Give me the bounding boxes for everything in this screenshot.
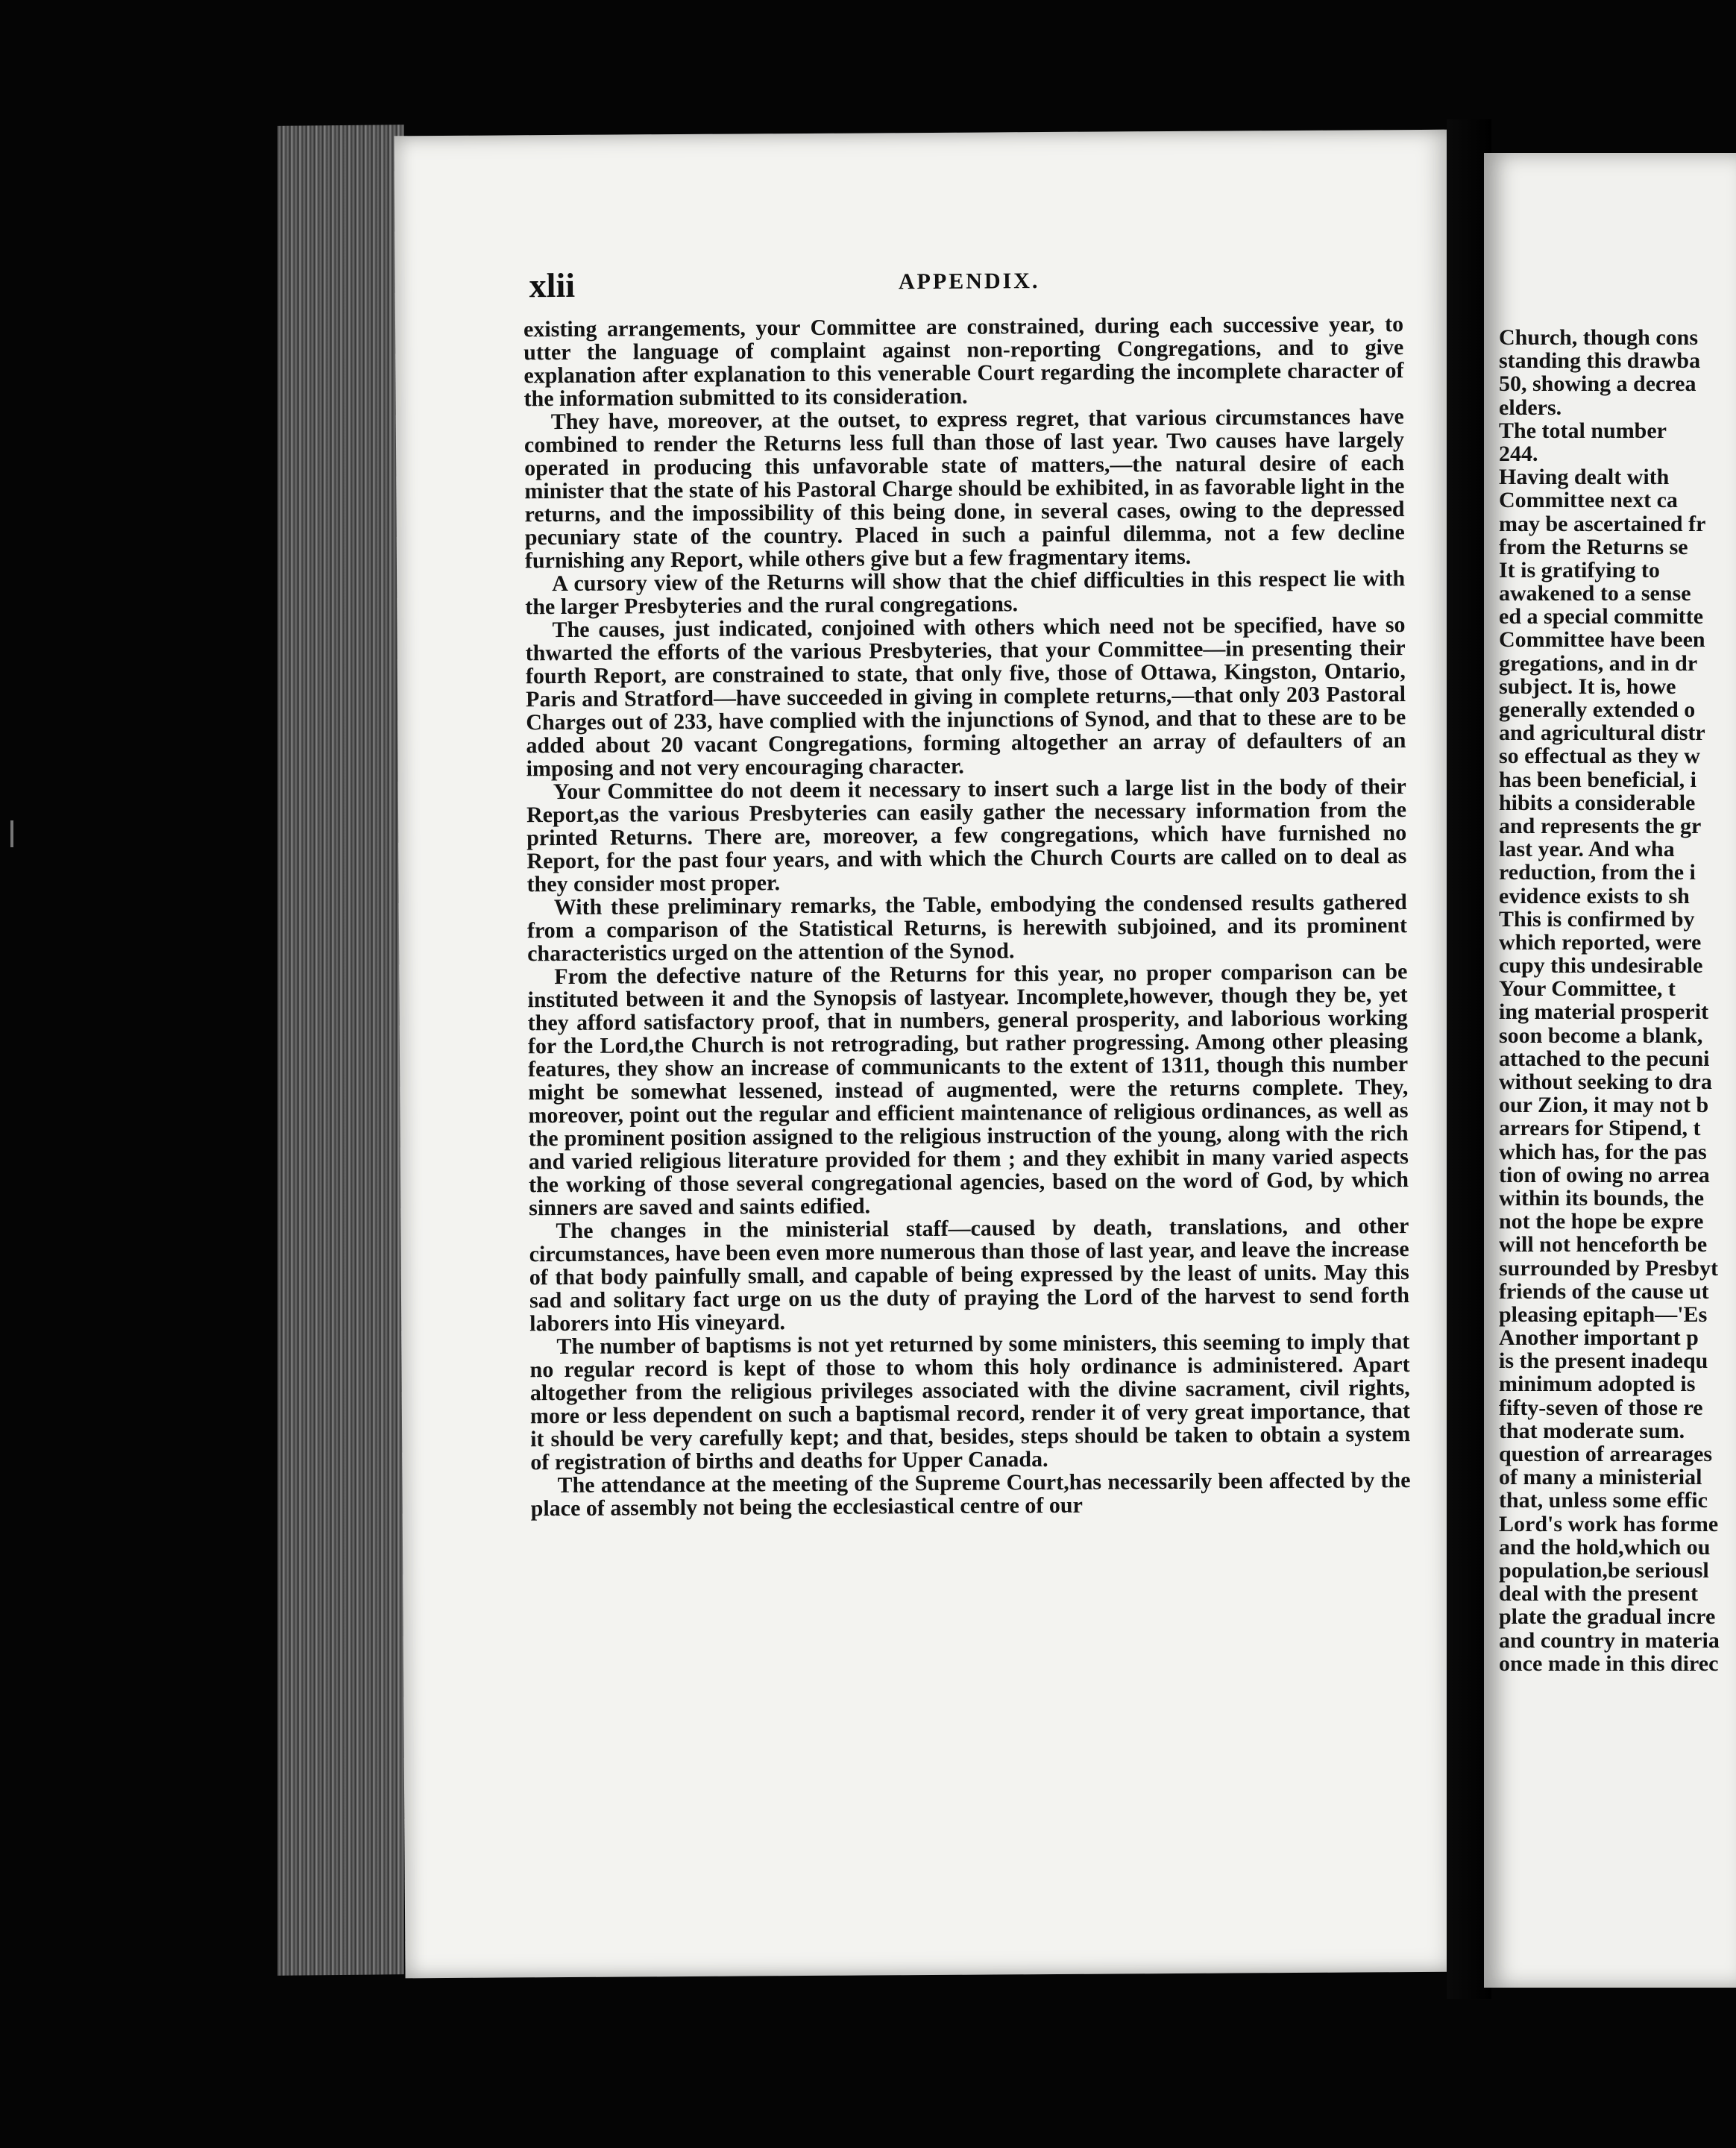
right-page-line: surrounded by Presbyt <box>1499 1255 1718 1281</box>
right-page-line: standing this drawba <box>1499 348 1701 374</box>
page-number: xlii <box>529 266 576 305</box>
right-page-line: without seeking to dra <box>1499 1070 1712 1094</box>
right-page-line: Committee next ca <box>1499 488 1678 513</box>
paragraph: The causes, just indicated, conjoined with others which need not be specified, have so thwarted the efforts of the various Presbyteries, that your Committee—in presenting their fourth Report, are constrained to state, that only five, those of Ottawa, Kingston, Ontario, Paris and Stratford—have succeeded in giving in complete returns,—that only 203 Pastoral Charges out of 233, have complied with the injunctions of Synod, and that to these are to be added about 20 vacant Congregations, forming altogether an array of defaulters of an imposing and not very encouraging character. <box>525 612 1406 782</box>
right-page-line: question of arrearages <box>1499 1442 1713 1466</box>
right-page-line: is the present inadequ <box>1499 1348 1708 1374</box>
right-page-line: has been beneficial, i <box>1499 767 1697 792</box>
right-page-line: The total number <box>1499 418 1667 443</box>
right-page-line: elders. <box>1499 395 1562 420</box>
paragraph: Your Committee do not deem it necessary to insert such a large list in the body of their Report,as the various Presbyteries can easily gather the necessary information from the printed Returns. There are, moreover, a few congregations, which have furnished no Report, for the past four years, and with which the Church Courts are called on to deal as they consider most proper. <box>526 774 1407 897</box>
right-page-line: reduction, from the i <box>1499 860 1696 885</box>
right-page-line: This is confirmed by <box>1499 906 1695 932</box>
right-page-line: within its bounds, the <box>1499 1185 1705 1210</box>
right-page-line: 50, showing a decrea <box>1499 371 1696 397</box>
page-header <box>529 260 1409 310</box>
right-page-line: will not henceforth be <box>1499 1232 1708 1257</box>
right-page-line: deal with the present <box>1499 1581 1698 1607</box>
right-page-line: 244. <box>1499 441 1538 466</box>
right-page-line: which has, for the pas <box>1499 1139 1707 1164</box>
right-page-line: that moderate sum. <box>1499 1418 1685 1443</box>
right-page-line: and the hold,which ou <box>1499 1534 1711 1560</box>
right-page-line: ed a special committe <box>1499 604 1704 629</box>
paragraph: The number of baptisms is not yet returned by some ministers, this seeming to imply that no regular record is kept of those to whom this holy ordinance is administered. Apart altogether from the religious privileges associated with the divine sacrament, civil rights, more or less dependent on such a baptismal record, render it of very great importance, that it should be very carefully kept; and that, besides, steps should be taken to obtain a system of registration of births and deaths for Upper Canada. <box>529 1329 1411 1475</box>
right-page-line: ing material prosperit <box>1499 999 1709 1025</box>
right-page <box>1484 153 1736 1988</box>
right-page-line: tion of owing no arrea <box>1499 1162 1710 1187</box>
right-page-line: from the Returns se <box>1499 534 1688 559</box>
right-page-text <box>1499 326 1736 1675</box>
right-page-line: gregations, and in dr <box>1499 650 1698 676</box>
right-page-line: Having dealt with <box>1499 465 1670 490</box>
running-title: APPENDIX. <box>898 268 1040 295</box>
right-page-line: attached to the pecuni <box>1499 1046 1710 1071</box>
scan-artifact <box>10 820 13 847</box>
right-page-line: soon become a blank, <box>1499 1023 1703 1048</box>
right-page-line: minimum adopted is <box>1499 1372 1696 1397</box>
right-page-line: and represents the gr <box>1499 813 1702 838</box>
right-page-line: may be ascertained fr <box>1499 511 1706 536</box>
right-page-line: of many a ministerial <box>1499 1465 1702 1490</box>
paragraph: With these preliminary remarks, the Table, embodying the condensed results gathered from a comparison of the Statistical Returns, is herewith subjoined, and its prominent characteristics urged on the attention of the Synod. <box>526 890 1408 967</box>
right-page-line: pleasing epitaph—'Es <box>1499 1301 1708 1327</box>
left-page <box>394 130 1464 1979</box>
right-page-line: not the hope be expre <box>1499 1209 1704 1234</box>
paragraph: The attendance at the meeting of the Supreme Court,has necessarily been affected by the place of assembly not being the ecclesiastical centre of our <box>530 1468 1411 1522</box>
book-page-edges <box>277 125 404 1976</box>
right-page-line: last year. And wha <box>1499 837 1675 862</box>
right-page-line: It is gratifying to <box>1499 557 1660 582</box>
right-page-line: that, unless some effic <box>1499 1488 1708 1513</box>
right-page-line: and agricultural distr <box>1499 720 1705 746</box>
right-page-line: friends of the cause ut <box>1499 1278 1709 1304</box>
right-page-line: generally extended o <box>1499 697 1696 722</box>
paragraph: They have, moreover, at the outset, to express regret, that various circumstances have combined to render the Returns less full than those of last year. Two causes have largely operated in producing this unfavorable state of matters,—the natural desire of each minister that the state of his Pastoral Charge should be exhibited, in as favorable light in the returns, and the impossibility of this being done, in several cases, owing to the depressed pecuniary state of the country. Placed in such a painful dilemma, not a few decline furnishing any Report, while others give but a few fragmentary items. <box>523 404 1405 574</box>
right-page-line: evidence exists to sh <box>1499 883 1690 908</box>
right-page-line: fifty-seven of those re <box>1499 1395 1703 1420</box>
right-page-line: once made in this direc <box>1499 1651 1719 1676</box>
paragraph: existing arrangements, your Committee are constrained, during each successive year, to utter the language of complaint against non-reporting Congregations, and to give explanation after explanation to this venerable Court regarding the incomplete character of the information submitted to its consideration. <box>523 312 1404 412</box>
right-page-line: Lord's work has forme <box>1499 1511 1719 1536</box>
right-page-line: which reported, were <box>1499 929 1702 955</box>
right-page-line: subject. It is, howe <box>1499 673 1676 699</box>
paragraph: The changes in the ministerial staff—caused by death, translations, and other circumstances, have been even more numerous than those of last year, and leave the increase of that body painfully small, and capable of being expressed by the least of units. May this sad and solitary fact urge on us the duty of praying the Lord of the harvest to send forth laborers into His vineyard. <box>529 1213 1410 1337</box>
paragraph: A cursory view of the Returns will show that the chief difficulties in this respect lie with the larger Presbyteries and the rural congregations. <box>525 566 1406 620</box>
right-page-line: Another important p <box>1499 1325 1699 1351</box>
body-text <box>523 313 1411 1520</box>
right-page-line: so effectual as they w <box>1499 744 1700 769</box>
right-page-line: population,be seriousl <box>1499 1557 1709 1583</box>
right-page-line: plate the gradual incre <box>1499 1604 1716 1630</box>
right-page-line: awakened to a sense <box>1499 581 1691 606</box>
right-page-line: our Zion, it may not b <box>1499 1093 1709 1118</box>
right-page-line: cupy this undesirable <box>1499 953 1703 979</box>
right-page-line: Committee have been <box>1499 627 1705 653</box>
right-page-line: Church, though cons <box>1499 325 1699 350</box>
right-page-line: Your Committee, t <box>1499 976 1676 1002</box>
right-page-line: and country in materia <box>1499 1627 1720 1653</box>
right-page-line: hibits a considerable <box>1499 790 1696 815</box>
right-page-line: arrears for Stipend, t <box>1499 1116 1701 1141</box>
paragraph: From the defective nature of the Returns for this year, no proper comparison can be instituted between it and the Synopsis of lastyear. Incomplete,however, though they be, yet they afford satisfactory proof, that in numbers, general prosperity, and laborious working for the Lord,the Church is not retrograding, but rather progressing. Among other pleasing features, they show an increase of communicants to the extent of 1311, though this number might be somewhat lessened, instead of augmented, were the returns complete. They, moreover, point out the regular and efficient maintenance of religious ordinances, as well as the prominent position assigned to the religious instruction of the young, along with the rich and varied religious literature provided for them ; and they exhibit in many varied aspects the working of those several congregational agencies, based on the word of God, by which sinners are saved and saints edified. <box>527 959 1409 1221</box>
